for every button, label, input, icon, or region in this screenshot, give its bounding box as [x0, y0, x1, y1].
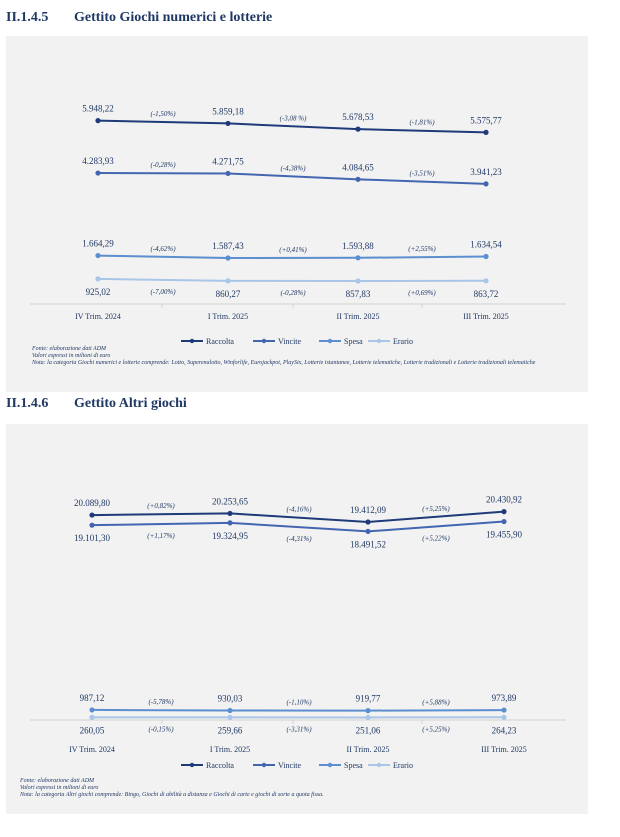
- data-label: 857,83: [345, 288, 371, 299]
- note-units: Valori espressi in milioni di euro: [20, 785, 99, 791]
- data-point-erario: [365, 715, 370, 720]
- change-label: (-5,78%): [148, 698, 174, 707]
- data-point-vincite: [355, 177, 360, 182]
- legend-label: Vincite: [278, 337, 302, 346]
- legend-marker: [377, 339, 381, 343]
- data-point-erario: [501, 715, 506, 720]
- change-label: (-4,16%): [286, 505, 312, 514]
- data-label: 19.455,90: [486, 529, 522, 540]
- data-point-raccolta: [225, 121, 230, 126]
- legend-marker: [190, 763, 194, 767]
- x-tick-label: III Trim. 2025: [481, 745, 527, 754]
- data-point-vincite: [501, 519, 506, 524]
- legend-label: Raccolta: [206, 761, 234, 770]
- change-label: (+5,25%): [422, 725, 450, 734]
- legend-marker: [262, 339, 266, 343]
- chart-panel-1: [6, 36, 588, 392]
- data-label: 987,12: [79, 692, 105, 703]
- change-label: (-1,10%): [286, 698, 312, 707]
- data-label: 1.587,43: [212, 240, 244, 251]
- data-label: 5.678,53: [342, 112, 374, 123]
- legend-label: Vincite: [278, 761, 302, 770]
- data-label: 860,27: [215, 288, 241, 299]
- data-point-erario: [225, 278, 230, 283]
- change-label: (-4,31%): [286, 535, 312, 544]
- data-point-raccolta: [355, 127, 360, 132]
- data-point-raccolta: [89, 512, 94, 517]
- data-label: 3.941,23: [470, 166, 502, 177]
- data-label: 5.948,22: [82, 103, 114, 114]
- data-point-erario: [89, 715, 94, 720]
- change-label: (+1,17%): [147, 532, 175, 541]
- data-point-erario: [227, 715, 232, 720]
- change-label: (-3,08 %): [279, 114, 307, 123]
- data-label: 19.324,95: [212, 530, 248, 541]
- data-point-spesa: [89, 707, 94, 712]
- data-point-erario: [483, 278, 488, 283]
- data-label: 930,03: [217, 693, 243, 704]
- data-point-spesa: [365, 708, 370, 713]
- section-number: II.1.4.6: [6, 396, 49, 411]
- change-label: (-0,28%): [280, 288, 306, 297]
- note-category: Nota: la categoria Altri giochi comprende: Bingo, Giochi di abilità a distanza e Giochi di carte e giochi di sorte a quota fissa.: [20, 792, 324, 798]
- x-tick-label: II Trim. 2025: [346, 745, 390, 754]
- note-source: Fonte: elaborazione dati ADM: [32, 346, 107, 352]
- note-units: Valori espressi in milioni di euro: [32, 353, 111, 359]
- section-title: Gettito Giochi numerici e lotterie: [74, 10, 273, 25]
- line-chart-altri-giochi: [6, 424, 588, 776]
- data-label: 20.253,65: [212, 496, 248, 507]
- data-label: 919,77: [355, 693, 381, 704]
- data-point-spesa: [227, 708, 232, 713]
- data-label: 19.101,30: [74, 533, 110, 544]
- data-label: 4.271,75: [212, 156, 244, 167]
- data-label: 4.283,93: [82, 156, 114, 167]
- series-line-vincite: [92, 522, 504, 532]
- note-category: Nota: la categoria Giochi numerici e lotterie comprende: Lotto, Superenalotto, Winforlife, Eurojackpot, PlaySix, Lotterie istantanee, Lotterie telematiche, Lotterie tradizionali e Lotterie tradizionali telematiche: [32, 360, 536, 366]
- chart-notes-1: [32, 346, 572, 367]
- data-point-spesa: [225, 255, 230, 260]
- data-label: 260,05: [79, 725, 105, 736]
- data-point-spesa: [483, 254, 488, 259]
- section-heading-1: [6, 10, 272, 26]
- legend-label: Spesa: [344, 337, 363, 346]
- legend-marker: [190, 339, 194, 343]
- data-label: 1.664,29: [82, 238, 114, 249]
- data-label: 20.430,92: [486, 494, 522, 505]
- data-label: 19.412,09: [350, 504, 386, 515]
- change-label: (+5,88%): [422, 698, 450, 707]
- data-point-raccolta: [483, 130, 488, 135]
- data-label: 1.634,54: [470, 239, 502, 250]
- x-tick-label: I Trim. 2025: [207, 312, 249, 321]
- x-tick-label: III Trim. 2025: [463, 312, 509, 321]
- section-number: II.1.4.5: [6, 10, 49, 25]
- data-point-erario: [95, 276, 100, 281]
- line-chart-giochi-numerici: [6, 36, 588, 356]
- change-label: (+2,55%): [408, 245, 436, 254]
- data-point-vincite: [483, 181, 488, 186]
- data-label: 5.575,77: [470, 115, 502, 126]
- data-point-spesa: [95, 253, 100, 258]
- data-label: 863,72: [473, 288, 499, 299]
- legend-marker: [262, 763, 266, 767]
- change-label: (+0,41%): [279, 245, 307, 254]
- change-label: (+5,25%): [422, 504, 450, 513]
- data-point-vincite: [227, 520, 232, 525]
- data-point-erario: [355, 278, 360, 283]
- data-point-raccolta: [95, 118, 100, 123]
- data-point-vincite: [225, 171, 230, 176]
- data-point-vincite: [89, 523, 94, 528]
- data-label: 20.089,80: [74, 498, 110, 509]
- change-label: (-7,00%): [150, 287, 176, 296]
- data-point-raccolta: [365, 519, 370, 524]
- x-tick-label: I Trim. 2025: [209, 745, 251, 754]
- change-label: (+5,22%): [422, 534, 450, 543]
- change-label: (-4,38%): [280, 164, 306, 173]
- data-label: 18.491,52: [350, 539, 386, 550]
- legend-marker: [328, 339, 332, 343]
- data-label: 5.859,18: [212, 106, 244, 117]
- change-label: (-3,31%): [286, 725, 312, 734]
- data-point-raccolta: [501, 509, 506, 514]
- x-tick-label: IV Trim. 2024: [75, 312, 121, 321]
- x-tick-label: IV Trim. 2024: [69, 745, 115, 754]
- legend-label: Spesa: [344, 761, 363, 770]
- legend-label: Raccolta: [206, 337, 234, 346]
- legend-marker: [377, 763, 381, 767]
- legend-label: Erario: [393, 337, 413, 346]
- x-tick-label: II Trim. 2025: [336, 312, 380, 321]
- data-label: 973,89: [491, 693, 517, 704]
- data-point-raccolta: [227, 511, 232, 516]
- series-line-spesa: [92, 710, 504, 711]
- change-label: (-4,62%): [150, 244, 176, 253]
- section-heading-2: [6, 396, 187, 412]
- data-point-spesa: [355, 255, 360, 260]
- data-label: 264,23: [491, 725, 517, 736]
- data-label: 251,06: [355, 725, 381, 736]
- data-label: 4.084,65: [342, 162, 374, 173]
- change-label: (+0,69%): [408, 288, 436, 297]
- change-label: (-1,50%): [150, 110, 176, 119]
- legend-label: Erario: [393, 761, 413, 770]
- note-source: Fonte: elaborazione dati ADM: [20, 778, 95, 784]
- series-line-erario: [98, 279, 486, 281]
- data-point-vincite: [95, 170, 100, 175]
- change-label: (-0,28%): [150, 161, 176, 170]
- chart-panel-2: [6, 424, 588, 814]
- change-label: (+0,82%): [147, 502, 175, 511]
- data-label: 925,02: [85, 286, 111, 297]
- data-label: 259,66: [217, 725, 243, 736]
- data-point-vincite: [365, 529, 370, 534]
- data-point-spesa: [501, 707, 506, 712]
- change-label: (-0,15%): [148, 725, 174, 734]
- series-line-spesa: [98, 256, 486, 258]
- chart-notes-2: [20, 778, 560, 799]
- change-label: (-3,51%): [409, 169, 435, 178]
- legend-marker: [328, 763, 332, 767]
- change-label: (-1,81%): [409, 118, 435, 127]
- section-title: Gettito Altri giochi: [74, 396, 187, 411]
- data-label: 1.593,88: [342, 240, 374, 251]
